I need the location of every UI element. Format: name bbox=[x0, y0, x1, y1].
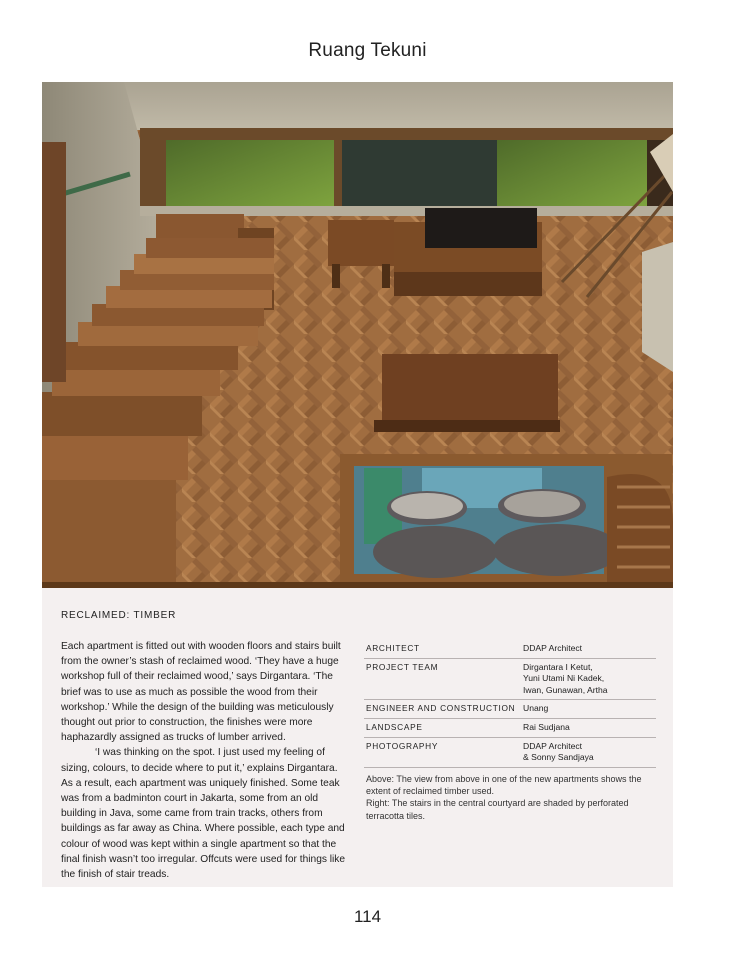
caption-right: Right: The stairs in the central courtyard are shaded by perforated terracotta tiles. bbox=[366, 798, 629, 821]
credit-line: Dirgantara I Ketut, bbox=[523, 661, 593, 672]
credit-line: DDAP Architect bbox=[523, 643, 583, 653]
body-paragraph-2: ‘I was thinking on the spot. I just used my feeling of sizing, colours, to decide where to put it,’ explains Dirgantara. As a result, each apartment was uniquely finished. Some teak was from a badminton court in Jakarta, some from an old building in Java, some came from train tracks, others from buildings as far away as China. Where possible, each type and colour of wood was kept within a single apartment so that the final finish wasn’t too irregular. Offcuts were used for things like the finish of stair treads. bbox=[61, 747, 346, 881]
credit-label: PROJECT TEAM bbox=[366, 661, 439, 672]
credit-row-project-team bbox=[364, 659, 656, 701]
section-heading: RECLAIMED: TIMBER bbox=[61, 610, 177, 621]
photo-captions bbox=[366, 773, 656, 822]
credit-line: Iwan, Gunawan, Artha bbox=[523, 684, 608, 695]
sofa bbox=[340, 454, 673, 584]
interior-photo bbox=[42, 82, 673, 588]
page-number: 114 bbox=[353, 907, 382, 926]
body-paragraph-1: Each apartment is fitted out with wooden floors and stairs built from the owner’s stash of reclaimed wood. ‘They have a huge workshop full of their reclaimed wood,’ says Dirgantara. ‘The brief was to use as much as possible the wood from their workshop.’ While the design of the building was meticulously thought out prior to construction, the finishes were more haphazardly assigned as trucks of lumber arrived. bbox=[61, 641, 341, 744]
credit-value bbox=[523, 703, 656, 715]
credit-line: & Sonny Sandjaya bbox=[523, 752, 594, 763]
credit-value bbox=[523, 722, 656, 734]
credit-row-photography bbox=[364, 738, 656, 768]
photo-illustration bbox=[42, 82, 673, 588]
credit-value bbox=[523, 662, 656, 697]
credit-label: PHOTOGRAPHY bbox=[366, 740, 439, 751]
credit-value bbox=[523, 643, 656, 655]
credit-line: Rai Sudjana bbox=[523, 721, 570, 732]
credit-line: DDAP Architect bbox=[523, 740, 583, 751]
credit-row-engineer bbox=[364, 700, 656, 719]
caption-above: Above: The view from above in one of the new apartments shows the extent of reclaimed timber used. bbox=[366, 774, 642, 797]
article-body bbox=[61, 639, 351, 882]
credit-label: ARCHITECT bbox=[366, 643, 420, 653]
credit-row-landscape bbox=[364, 719, 656, 738]
credit-value bbox=[523, 741, 656, 764]
info-panel bbox=[42, 588, 673, 887]
credit-label: ENGINEER AND CONSTRUCTION bbox=[366, 703, 516, 714]
credit-line: Unang bbox=[523, 703, 549, 714]
credit-line: Yuni Utami Ni Kadek, bbox=[523, 673, 605, 684]
credit-row-architect bbox=[364, 640, 656, 659]
page-title: Ruang Tekuni bbox=[308, 40, 427, 61]
credit-label: LANDSCAPE bbox=[366, 721, 423, 732]
project-credits bbox=[364, 640, 656, 768]
